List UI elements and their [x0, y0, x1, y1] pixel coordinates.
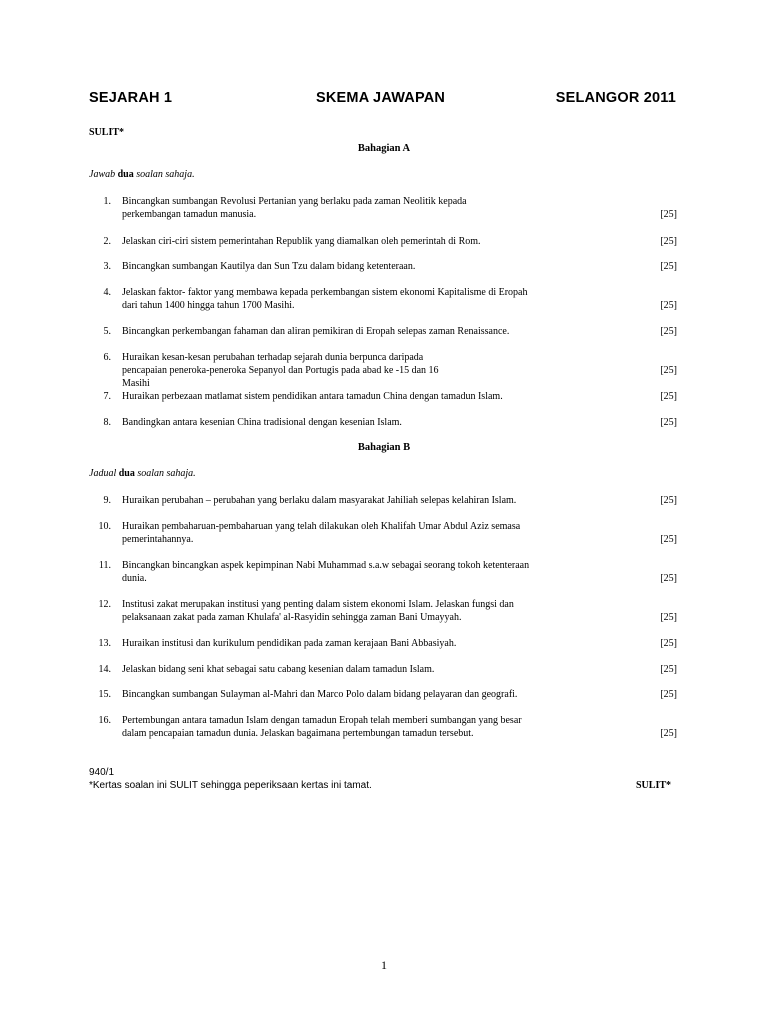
question-number: 11.	[98, 560, 111, 571]
question-text	[122, 663, 617, 676]
question-text	[122, 637, 617, 650]
question-mark: [25]	[660, 391, 677, 402]
question-mark: [25]	[660, 573, 677, 584]
question-number: 2.	[103, 236, 111, 247]
question-number: 9.	[103, 495, 111, 506]
question-number: 10.	[98, 521, 111, 532]
question-text-line: dalam pencapaian tamadun dunia. Jelaskan bagaimana pertembungan tamadun tersebut.	[122, 728, 474, 739]
header-subject: SEJARAH 1	[89, 90, 173, 106]
question-mark: [25]	[660, 300, 677, 311]
question-number: 12.	[98, 599, 111, 610]
question-text-line: perkembangan tamadun manusia.	[122, 209, 257, 220]
question-text	[122, 351, 617, 390]
question-text	[122, 325, 617, 338]
question-mark: [25]	[660, 365, 677, 376]
question-text	[122, 416, 617, 429]
header-state-year: SELANGOR 2011	[555, 90, 676, 106]
question-text-line: Jelaskan ciri-ciri sistem pemerintahan Republik yang diamalkan oleh pemerintah di Rom.	[122, 236, 481, 247]
question-text-line: Bincangkan bincangkan aspek kepimpinan Nabi Muhammad s.a.w sebagai seorang tokoh ketenteraan	[122, 560, 530, 571]
section-b-title: Bahagian B	[357, 442, 411, 453]
question-text-line: Huraikan perbezaan matlamat sistem pendidikan antara tamadun China dengan tamadun Islam.	[122, 391, 503, 402]
question-text	[122, 520, 617, 546]
question-text-line: Institusi zakat merupakan institusi yang penting dalam sistem ekonomi Islam. Jelaskan fungsi dan	[122, 599, 514, 610]
question-text-line: Masihi	[122, 378, 150, 389]
question-text	[122, 494, 617, 507]
question-mark: [25]	[660, 236, 677, 247]
question-number: 6.	[103, 352, 111, 363]
question-text-line: pemerintahannya.	[122, 534, 194, 545]
question-mark: [25]	[660, 209, 677, 220]
question-text-line: dari tahun 1400 hingga tahun 1700 Masihi.	[122, 300, 295, 311]
question-number: 14.	[98, 664, 111, 675]
question-mark: [25]	[660, 638, 677, 649]
question-text-line: Bandingkan antara kesenian China tradisional dengan kesenian Islam.	[122, 417, 402, 428]
sulit-label-bottom: SULIT*	[635, 780, 671, 791]
question-text	[122, 390, 617, 403]
question-text	[122, 286, 617, 312]
question-number: 5.	[103, 326, 111, 337]
question-mark: [25]	[660, 495, 677, 506]
section-a-title: Bahagian A	[357, 143, 411, 154]
question-mark: [25]	[660, 261, 677, 272]
question-number: 13.	[98, 638, 111, 649]
question-number: 4.	[103, 287, 111, 298]
question-text-line: pelaksanaan zakat pada zaman Khulafa' al-Rasyidin sehingga zaman Bani Umayyah.	[122, 612, 462, 623]
paper-code: 940/1	[89, 767, 115, 778]
question-text-line: Huraikan perubahan – perubahan yang berlaku dalam masyarakat Jahiliah selepas kelahiran Islam.	[122, 495, 517, 506]
section-b-instruction: Jadual dua soalan sahaja.	[89, 468, 196, 479]
question-text	[122, 195, 617, 221]
question-text-line: Huraikan institusi dan kurikulum pendidikan pada zaman kerajaan Bani Abbasiyah.	[122, 638, 457, 649]
question-text	[122, 598, 617, 624]
question-text-line: Bincangkan sumbangan Kautilya dan Sun Tzu dalam bidang ketenteraan.	[122, 261, 416, 272]
question-mark: [25]	[660, 534, 677, 545]
question-number: 3.	[103, 261, 111, 272]
question-mark: [25]	[660, 728, 677, 739]
question-text-line: Bincangkan perkembangan fahaman dan aliran pemikiran di Eropah selepas zaman Renaissance.	[122, 326, 510, 337]
question-number: 8.	[103, 417, 111, 428]
question-text	[122, 714, 617, 740]
question-text-line: Jelaskan bidang seni khat sebagai satu cabang kesenian dalam tamadun Islam.	[122, 664, 435, 675]
question-text	[122, 260, 617, 273]
confidential-note: *Kertas soalan ini SULIT sehingga peperiksaan kertas ini tamat.	[89, 780, 372, 791]
question-mark: [25]	[660, 612, 677, 623]
question-mark: [25]	[660, 689, 677, 700]
question-mark: [25]	[660, 326, 677, 337]
question-text	[122, 688, 617, 701]
question-number: 7.	[103, 391, 111, 402]
page-number: 1	[381, 958, 387, 972]
question-text-line: Huraikan pembaharuan-pembaharuan yang telah dilakukan oleh Khalifah Umar Abdul Aziz semasa	[122, 521, 521, 532]
question-number: 16.	[98, 715, 111, 726]
header-title: SKEMA JAWAPAN	[316, 90, 446, 106]
question-text-line: Bincangkan sumbangan Revolusi Pertanian yang berlaku pada zaman Neolitik kepada	[122, 196, 467, 207]
question-text-line: dunia.	[122, 573, 147, 584]
question-mark: [25]	[660, 664, 677, 675]
question-text-line: Huraikan kesan-kesan perubahan terhadap sejarah dunia berpunca daripada	[122, 352, 424, 363]
question-number: 15.	[98, 689, 111, 700]
question-text	[122, 235, 617, 248]
question-number: 1.	[103, 196, 111, 207]
question-text-line: Jelaskan faktor- faktor yang membawa kepada perkembangan sistem ekonomi Kapitalisme di Eropah	[122, 287, 528, 298]
question-text-line: Pertembungan antara tamadun Islam dengan tamadun Eropah telah memberi sumbangan yang besar	[122, 715, 522, 726]
question-text	[122, 559, 617, 585]
question-text-line: Bincangkan sumbangan Sulayman al-Mahri dan Marco Polo dalam bidang pelayaran dan geografi.	[122, 689, 518, 700]
question-mark: [25]	[660, 417, 677, 428]
sulit-label-top: SULIT*	[89, 127, 125, 138]
question-text-line: pencapaian peneroka-peneroka Sepanyol dan Portugis pada abad ke -15 dan 16	[122, 365, 439, 376]
section-a-instruction: Jawab dua soalan sahaja.	[89, 169, 195, 180]
